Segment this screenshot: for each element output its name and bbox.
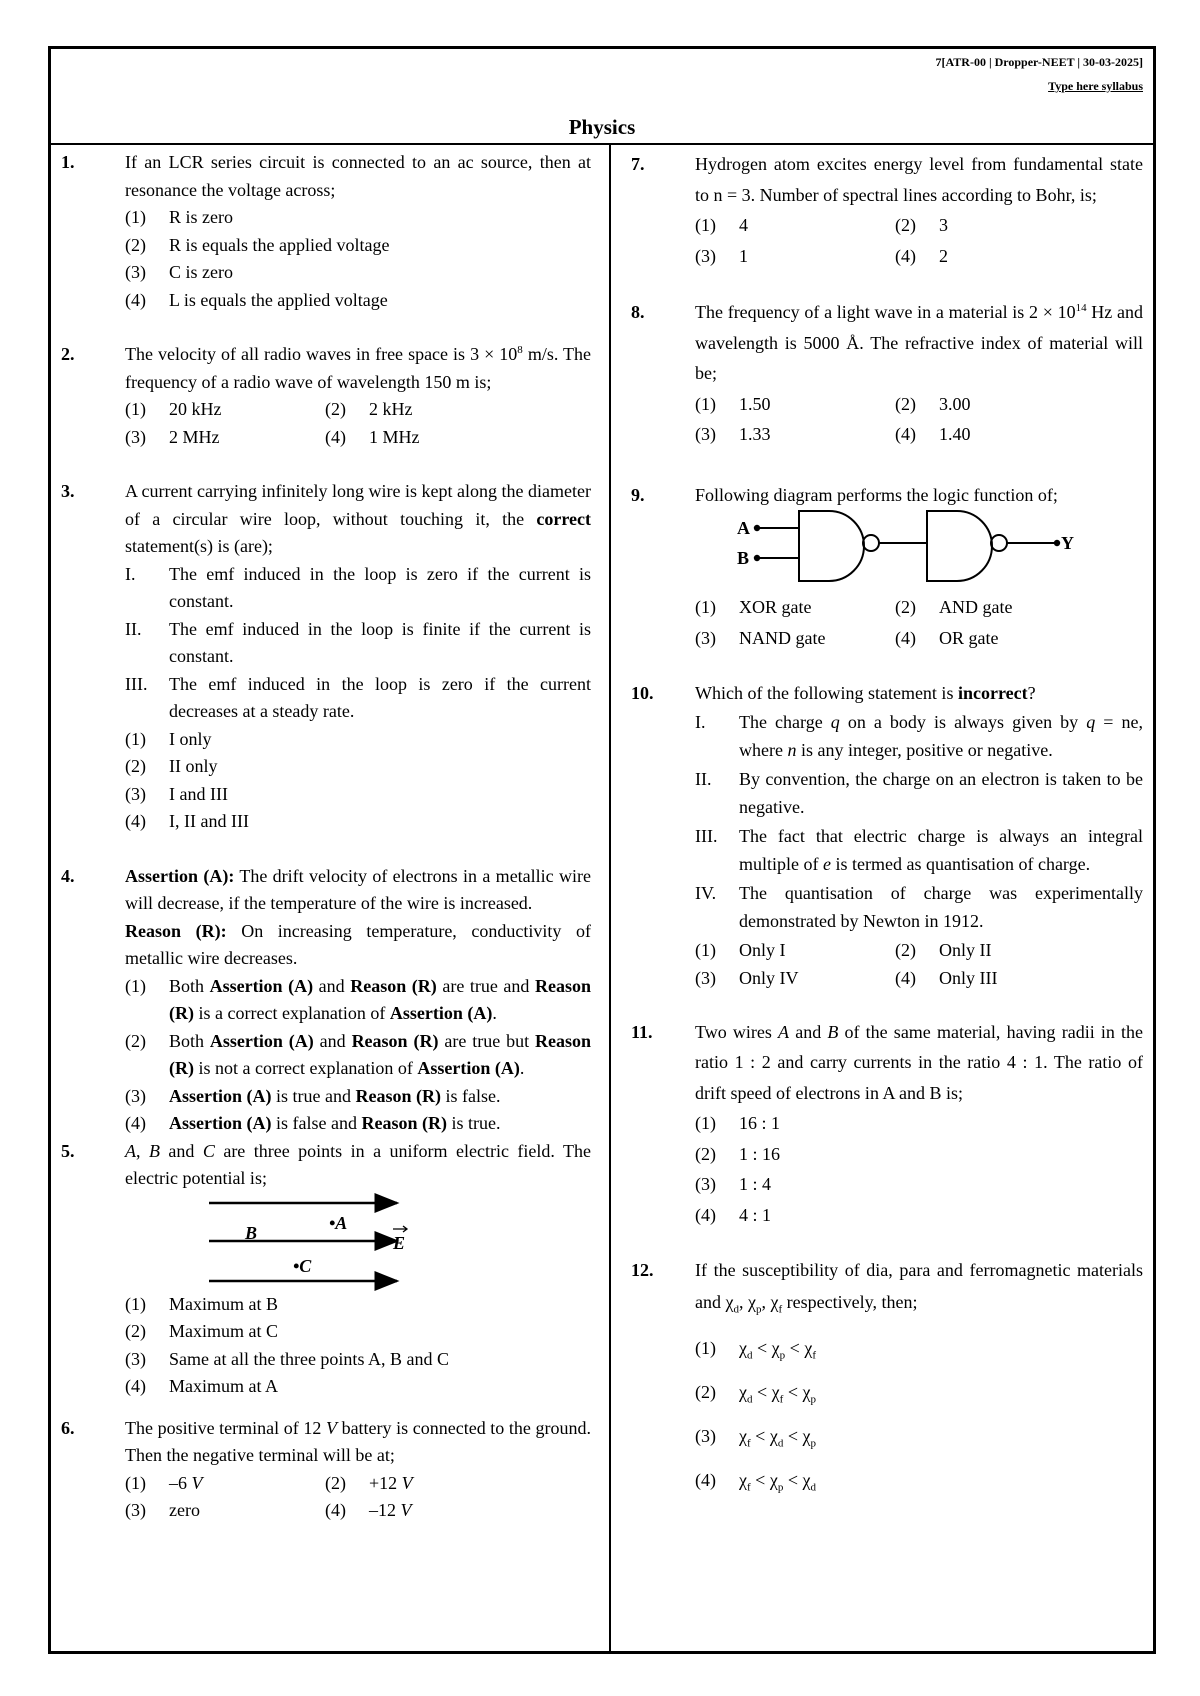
question-11 <box>631 1017 1143 1231</box>
option-1[interactable]: (1) Only I <box>695 939 786 960</box>
option-3[interactable]: (3) C is zero <box>125 262 233 282</box>
statement-2: II. By convention, the charge on an electron is taken to be negative. <box>695 768 1143 817</box>
statement-2: II. The emf induced in the loop is finite if the current is constant. <box>125 618 591 666</box>
option-3[interactable]: (3) Assertion (A) is true and Reason (R) is false. <box>125 1085 501 1106</box>
option-1[interactable]: (1) 20 kHz <box>125 399 222 419</box>
option-2[interactable]: (2) 2 kHz <box>325 399 413 419</box>
question-text: Following diagram performs the logic function of; <box>695 484 1058 505</box>
question-4 <box>61 863 591 1138</box>
option-3[interactable]: (3) $\chi_f < \chi_d < \chi_p$ <box>695 1426 816 1450</box>
option-1[interactable]: (1) 16 : 1 <box>695 1113 781 1133</box>
statement-4: IV. The quantisation of charge was experimentally demonstrated by Newton in 1912. <box>695 882 1143 931</box>
nand-gate-2-icon <box>927 511 992 581</box>
output-y-label: Y <box>1061 533 1074 553</box>
option-1[interactable]: (1) –6 V <box>125 1472 203 1493</box>
field-diagram <box>125 1193 591 1291</box>
option-3[interactable]: (3) 2 MHz <box>125 426 220 447</box>
question-number: 1. <box>61 152 75 172</box>
statement-1: I. The emf induced in the loop is zero if the current is constant. <box>125 563 591 611</box>
question-number: 3. <box>61 481 75 501</box>
question-9 <box>631 480 1143 654</box>
question-number: 7. <box>631 154 645 174</box>
option-4[interactable]: (4) 2 <box>895 245 948 266</box>
option-4[interactable]: (4) OR gate <box>895 627 999 648</box>
header-divider <box>51 143 1153 145</box>
statement-3: III. The fact that electric charge is always an integral multiple of e is termed as quantisation of charge. <box>695 825 1143 874</box>
option-4[interactable]: (4) 1 MHz <box>325 426 420 447</box>
option-2[interactable]: (2) $\chi_d < \chi_f < \chi_p$ <box>695 1382 816 1406</box>
option-1[interactable]: (1) 1.50 <box>695 393 771 414</box>
option-4[interactable]: (4) $\chi_f < \chi_p < \chi_d$ <box>695 1470 816 1494</box>
question-text: If an LCR series circuit is connected to an ac source, then at resonance the voltage across; <box>125 152 591 200</box>
subject-title: Physics <box>568 115 636 139</box>
option-4[interactable]: (4) I, II and III <box>125 811 249 831</box>
question-text: Hydrogen atom excites energy level from fundamental state to n = 3. Number of spectral lines according to Bohr, is; <box>695 154 1143 205</box>
question-number: 5. <box>61 1140 75 1161</box>
question-text: A, B and C are three points in a uniform electric field. The electric potential is; <box>125 1140 591 1188</box>
option-4[interactable]: (4) Maximum at A <box>125 1376 278 1396</box>
option-3[interactable]: (3) 1.33 <box>695 424 771 444</box>
column-divider <box>609 143 611 1651</box>
option-1[interactable]: (1) R is zero <box>125 207 233 227</box>
option-2[interactable]: (2) 1 : 16 <box>695 1143 781 1164</box>
left-column <box>61 149 591 1525</box>
option-1[interactable]: (1) $\chi_d < \chi_p < \chi_f$ <box>695 1338 816 1362</box>
question-text: The positive terminal of 12 V battery is connected to the ground. Then the negative terminal will be at; <box>125 1417 591 1465</box>
question-text: Which of the following statement is incorrect? <box>695 683 1036 703</box>
field-e-label: E <box>393 1232 406 1253</box>
input-b-label: B <box>737 548 750 568</box>
option-2[interactable]: (2) +12 V <box>325 1472 413 1493</box>
question-number: 9. <box>631 484 645 505</box>
question-7 <box>631 149 1143 271</box>
option-3[interactable]: (3) 1 : 4 <box>695 1174 772 1194</box>
option-3[interactable]: (3) Only IV <box>695 968 799 988</box>
option-4[interactable]: (4) 4 : 1 <box>695 1204 772 1225</box>
question-text: The velocity of all radio waves in free space is $3 \times 10^8$ m/s. The frequency of a radio wave of wavelength 150 m is; <box>125 344 592 392</box>
logic-gate-diagram <box>695 510 1143 592</box>
question-number: 12. <box>631 1260 654 1280</box>
reason-text: Reason (R): On increasing temperature, conductivity of metallic wire decreases. <box>125 920 591 968</box>
point-a-label: •A <box>329 1212 348 1233</box>
option-2[interactable]: (2) AND gate <box>895 597 1013 617</box>
option-2[interactable]: (2) 3 <box>895 215 948 235</box>
option-1[interactable]: (1) Both Assertion (A) and Reason (R) are true and Reason (R) is a correct explanation of Assertion (A). <box>125 975 591 1023</box>
statement-1: I. The charge q on a body is always given by q = ne, where n is any integer, positive or negative. <box>695 711 1144 760</box>
option-3[interactable]: (3) I and III <box>125 783 228 804</box>
question-text: If the susceptibility of dia, para and ferromagnetic materials and $\chi_d$, $\chi_p$, $\chi_f$ respectively, then; <box>695 1260 1143 1316</box>
option-4[interactable]: (4) Only III <box>895 968 998 988</box>
question-12 <box>631 1254 1143 1502</box>
question-number: 6. <box>61 1417 75 1438</box>
vector-arrow-icon <box>393 1226 407 1232</box>
option-4[interactable]: (4) L is equals the applied voltage <box>125 289 388 310</box>
question-8 <box>631 297 1143 450</box>
nand-gate-1-icon <box>799 511 864 581</box>
question-3 <box>61 478 591 836</box>
option-2[interactable]: (2) R is equals the applied voltage <box>125 234 390 255</box>
question-number: 10. <box>631 683 654 703</box>
question-1 <box>61 149 591 314</box>
question-5 <box>61 1138 591 1401</box>
option-2[interactable]: (2) Maximum at C <box>125 1321 278 1341</box>
question-text: A current carrying infinitely long wire is kept along the diameter of a circular wire loop, without touching it, the correct statement(s) is (are); <box>125 481 591 556</box>
option-2[interactable]: (2) Only II <box>895 939 992 960</box>
option-2[interactable]: (2) Both Assertion (A) and Reason (R) are true but Reason (R) is not a correct explanation of Assertion (A). <box>125 1030 591 1078</box>
statement-3: III. The emf induced in the loop is zero if the current decreases at a steady rate. <box>125 673 591 721</box>
question-6 <box>61 1415 591 1525</box>
option-3[interactable]: (3) zero <box>125 1500 200 1520</box>
question-2 <box>61 341 591 451</box>
option-3[interactable]: (3) 1 <box>695 245 748 266</box>
question-number: 4. <box>61 865 75 886</box>
question-number: 8. <box>631 302 645 322</box>
option-2[interactable]: (2) 3.00 <box>895 393 971 414</box>
option-4[interactable]: (4) Assertion (A) is false and Reason (R) is true. <box>125 1113 501 1133</box>
option-4[interactable]: (4) –12 V <box>325 1500 412 1520</box>
question-number: 11. <box>631 1021 653 1042</box>
question-text: The frequency of a light wave in a material is $2 \times 10^{14}$ Hz and wavelength is 5000 Å. The refractive index of material will be; <box>695 302 1143 383</box>
question-text: Two wires A and B of the same material, having radii in the ratio 1 : 2 and carry currents in the ratio 4 : 1. The ratio of drift speed of electrons in A and B is; <box>695 1021 1144 1103</box>
syllabus-link: Type here syllabus <box>1048 79 1143 93</box>
option-2[interactable]: (2) II only <box>125 756 218 776</box>
page-frame <box>48 46 1156 1654</box>
point-b-label: B <box>245 1222 258 1243</box>
input-a-label: A <box>737 518 750 538</box>
question-number: 2. <box>61 344 75 364</box>
option-1[interactable]: (1) I only <box>125 728 212 749</box>
point-c-label: •C <box>293 1255 312 1276</box>
option-4[interactable]: (4) 1.40 <box>895 424 971 444</box>
option-3[interactable]: (3) Same at all the three points A, B and C <box>125 1348 449 1369</box>
question-10 <box>631 679 1143 993</box>
right-column <box>631 149 1143 1502</box>
assertion-text: Assertion (A): The drift velocity of electrons in a metallic wire will decrease, if the temperature of the wire is increased. <box>125 865 591 913</box>
option-1[interactable]: (1) Maximum at B <box>125 1293 278 1314</box>
option-1[interactable]: (1) 4 <box>695 215 748 235</box>
paper-code: 7[ATR-00 | Dropper-NEET | 30-03-2025] <box>935 55 1143 69</box>
option-1[interactable]: (1) XOR gate <box>695 597 812 617</box>
option-3[interactable]: (3) NAND gate <box>695 627 826 648</box>
